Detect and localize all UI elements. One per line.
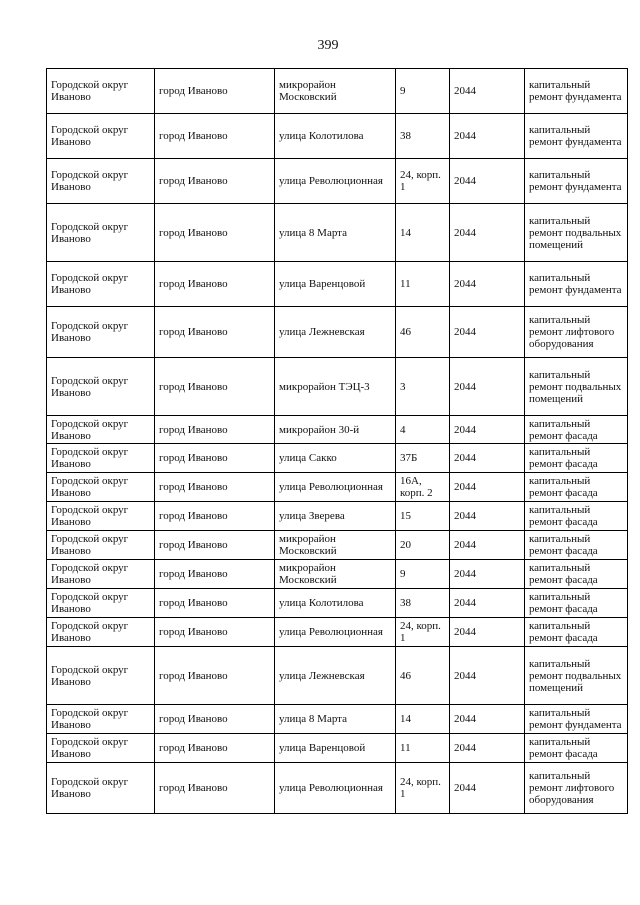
year-cell: 2044 — [450, 444, 525, 473]
work-type-cell: капитальный ремонт подвальных помещений — [525, 358, 628, 416]
table-row — [47, 763, 628, 814]
table-row — [47, 734, 628, 763]
district-cell: Городской округ Иваново — [47, 114, 155, 159]
year-cell: 2044 — [450, 618, 525, 647]
work-type-cell: капитальный ремонт фасада — [525, 502, 628, 531]
street-cell: улица Колотилова — [275, 589, 396, 618]
year-cell: 2044 — [450, 262, 525, 307]
city-cell: город Иваново — [155, 262, 275, 307]
house-number-cell: 24, корп. 1 — [396, 618, 450, 647]
table-row — [47, 358, 628, 416]
work-type-cell: капитальный ремонт фасада — [525, 734, 628, 763]
district-cell: Городской округ Иваново — [47, 416, 155, 444]
house-number-cell: 4 — [396, 416, 450, 444]
house-number-cell: 9 — [396, 69, 450, 114]
city-cell: город Иваново — [155, 358, 275, 416]
city-cell: город Иваново — [155, 647, 275, 705]
city-cell: город Иваново — [155, 416, 275, 444]
city-cell: город Иваново — [155, 705, 275, 734]
street-cell: улица Революционная — [275, 763, 396, 814]
district-cell: Городской округ Иваново — [47, 589, 155, 618]
house-number-cell: 37Б — [396, 444, 450, 473]
street-cell: микрорайон Московский — [275, 560, 396, 589]
table-body — [47, 69, 628, 814]
work-type-cell: капитальный ремонт фасада — [525, 531, 628, 560]
district-cell: Городской округ Иваново — [47, 69, 155, 114]
city-cell: город Иваново — [155, 589, 275, 618]
work-type-cell: капитальный ремонт лифтового оборудования — [525, 307, 628, 358]
street-cell: микрорайон Московский — [275, 69, 396, 114]
street-cell: улица Революционная — [275, 618, 396, 647]
table-row — [47, 204, 628, 262]
house-number-cell: 9 — [396, 560, 450, 589]
table-row — [47, 647, 628, 705]
page-number: 399 — [317, 38, 339, 53]
table-row — [47, 444, 628, 473]
work-type-cell: капитальный ремонт подвальных помещений — [525, 204, 628, 262]
street-cell: микрорайон Московский — [275, 531, 396, 560]
house-number-cell: 46 — [396, 647, 450, 705]
city-cell: город Иваново — [155, 114, 275, 159]
year-cell: 2044 — [450, 647, 525, 705]
year-cell: 2044 — [450, 114, 525, 159]
year-cell: 2044 — [450, 473, 525, 502]
district-cell: Городской округ Иваново — [47, 159, 155, 204]
year-cell: 2044 — [450, 159, 525, 204]
year-cell: 2044 — [450, 560, 525, 589]
year-cell: 2044 — [450, 204, 525, 262]
district-cell: Городской округ Иваново — [47, 502, 155, 531]
street-cell: улица Зверева — [275, 502, 396, 531]
city-cell: город Иваново — [155, 502, 275, 531]
city-cell: город Иваново — [155, 531, 275, 560]
work-type-cell: капитальный ремонт фундамента — [525, 705, 628, 734]
year-cell: 2044 — [450, 763, 525, 814]
work-type-cell: капитальный ремонт фундамента — [525, 69, 628, 114]
year-cell: 2044 — [450, 307, 525, 358]
house-number-cell: 11 — [396, 262, 450, 307]
district-cell: Городской округ Иваново — [47, 734, 155, 763]
house-number-cell: 46 — [396, 307, 450, 358]
district-cell: Городской округ Иваново — [47, 560, 155, 589]
table-row — [47, 159, 628, 204]
district-cell: Городской округ Иваново — [47, 473, 155, 502]
work-type-cell: капитальный ремонт фундамента — [525, 262, 628, 307]
house-number-cell: 14 — [396, 204, 450, 262]
city-cell: город Иваново — [155, 69, 275, 114]
year-cell: 2044 — [450, 705, 525, 734]
city-cell: город Иваново — [155, 618, 275, 647]
street-cell: улица Сакко — [275, 444, 396, 473]
work-type-cell: капитальный ремонт фасада — [525, 444, 628, 473]
table-row — [47, 114, 628, 159]
city-cell: город Иваново — [155, 763, 275, 814]
table-row — [47, 531, 628, 560]
house-number-cell: 14 — [396, 705, 450, 734]
table-row — [47, 262, 628, 307]
street-cell: микрорайон 30-й — [275, 416, 396, 444]
city-cell: город Иваново — [155, 734, 275, 763]
district-cell: Городской округ Иваново — [47, 444, 155, 473]
table-row — [47, 473, 628, 502]
work-type-cell: капитальный ремонт фундамента — [525, 114, 628, 159]
street-cell: улица Варенцовой — [275, 734, 396, 763]
table-row — [47, 502, 628, 531]
district-cell: Городской округ Иваново — [47, 204, 155, 262]
work-type-cell: капитальный ремонт подвальных помещений — [525, 647, 628, 705]
table-row — [47, 589, 628, 618]
house-number-cell: 24, корп. 1 — [396, 763, 450, 814]
year-cell: 2044 — [450, 531, 525, 560]
district-cell: Городской округ Иваново — [47, 618, 155, 647]
year-cell: 2044 — [450, 734, 525, 763]
house-number-cell: 16А, корп. 2 — [396, 473, 450, 502]
street-cell: улица 8 Марта — [275, 204, 396, 262]
work-type-cell: капитальный ремонт фасада — [525, 560, 628, 589]
city-cell: город Иваново — [155, 473, 275, 502]
housing-repair-table — [46, 68, 628, 814]
table-row — [47, 618, 628, 647]
house-number-cell: 11 — [396, 734, 450, 763]
house-number-cell: 38 — [396, 114, 450, 159]
street-cell: улица Революционная — [275, 473, 396, 502]
street-cell: улица Лежневская — [275, 647, 396, 705]
table-row — [47, 560, 628, 589]
district-cell: Городской округ Иваново — [47, 262, 155, 307]
year-cell: 2044 — [450, 589, 525, 618]
year-cell: 2044 — [450, 358, 525, 416]
house-number-cell: 20 — [396, 531, 450, 560]
house-number-cell: 15 — [396, 502, 450, 531]
table-row — [47, 416, 628, 444]
district-cell: Городской округ Иваново — [47, 531, 155, 560]
street-cell: улица Варенцовой — [275, 262, 396, 307]
city-cell: город Иваново — [155, 444, 275, 473]
house-number-cell: 38 — [396, 589, 450, 618]
city-cell: город Иваново — [155, 159, 275, 204]
district-cell: Городской округ Иваново — [47, 763, 155, 814]
district-cell: Городской округ Иваново — [47, 647, 155, 705]
street-cell: улица 8 Марта — [275, 705, 396, 734]
district-cell: Городской округ Иваново — [47, 358, 155, 416]
table-row — [47, 69, 628, 114]
work-type-cell: капитальный ремонт лифтового оборудования — [525, 763, 628, 814]
street-cell: улица Лежневская — [275, 307, 396, 358]
street-cell: улица Революционная — [275, 159, 396, 204]
district-cell: Городской округ Иваново — [47, 307, 155, 358]
table-row — [47, 705, 628, 734]
house-number-cell: 3 — [396, 358, 450, 416]
year-cell: 2044 — [450, 416, 525, 444]
district-cell: Городской округ Иваново — [47, 705, 155, 734]
city-cell: город Иваново — [155, 204, 275, 262]
work-type-cell: капитальный ремонт фасада — [525, 416, 628, 444]
street-cell: микрорайон ТЭЦ-3 — [275, 358, 396, 416]
work-type-cell: капитальный ремонт фасада — [525, 473, 628, 502]
work-type-cell: капитальный ремонт фасада — [525, 589, 628, 618]
year-cell: 2044 — [450, 69, 525, 114]
work-type-cell: капитальный ремонт фундамента — [525, 159, 628, 204]
table-row — [47, 307, 628, 358]
house-number-cell: 24, корп. 1 — [396, 159, 450, 204]
city-cell: город Иваново — [155, 307, 275, 358]
work-type-cell: капитальный ремонт фасада — [525, 618, 628, 647]
street-cell: улица Колотилова — [275, 114, 396, 159]
year-cell: 2044 — [450, 502, 525, 531]
city-cell: город Иваново — [155, 560, 275, 589]
